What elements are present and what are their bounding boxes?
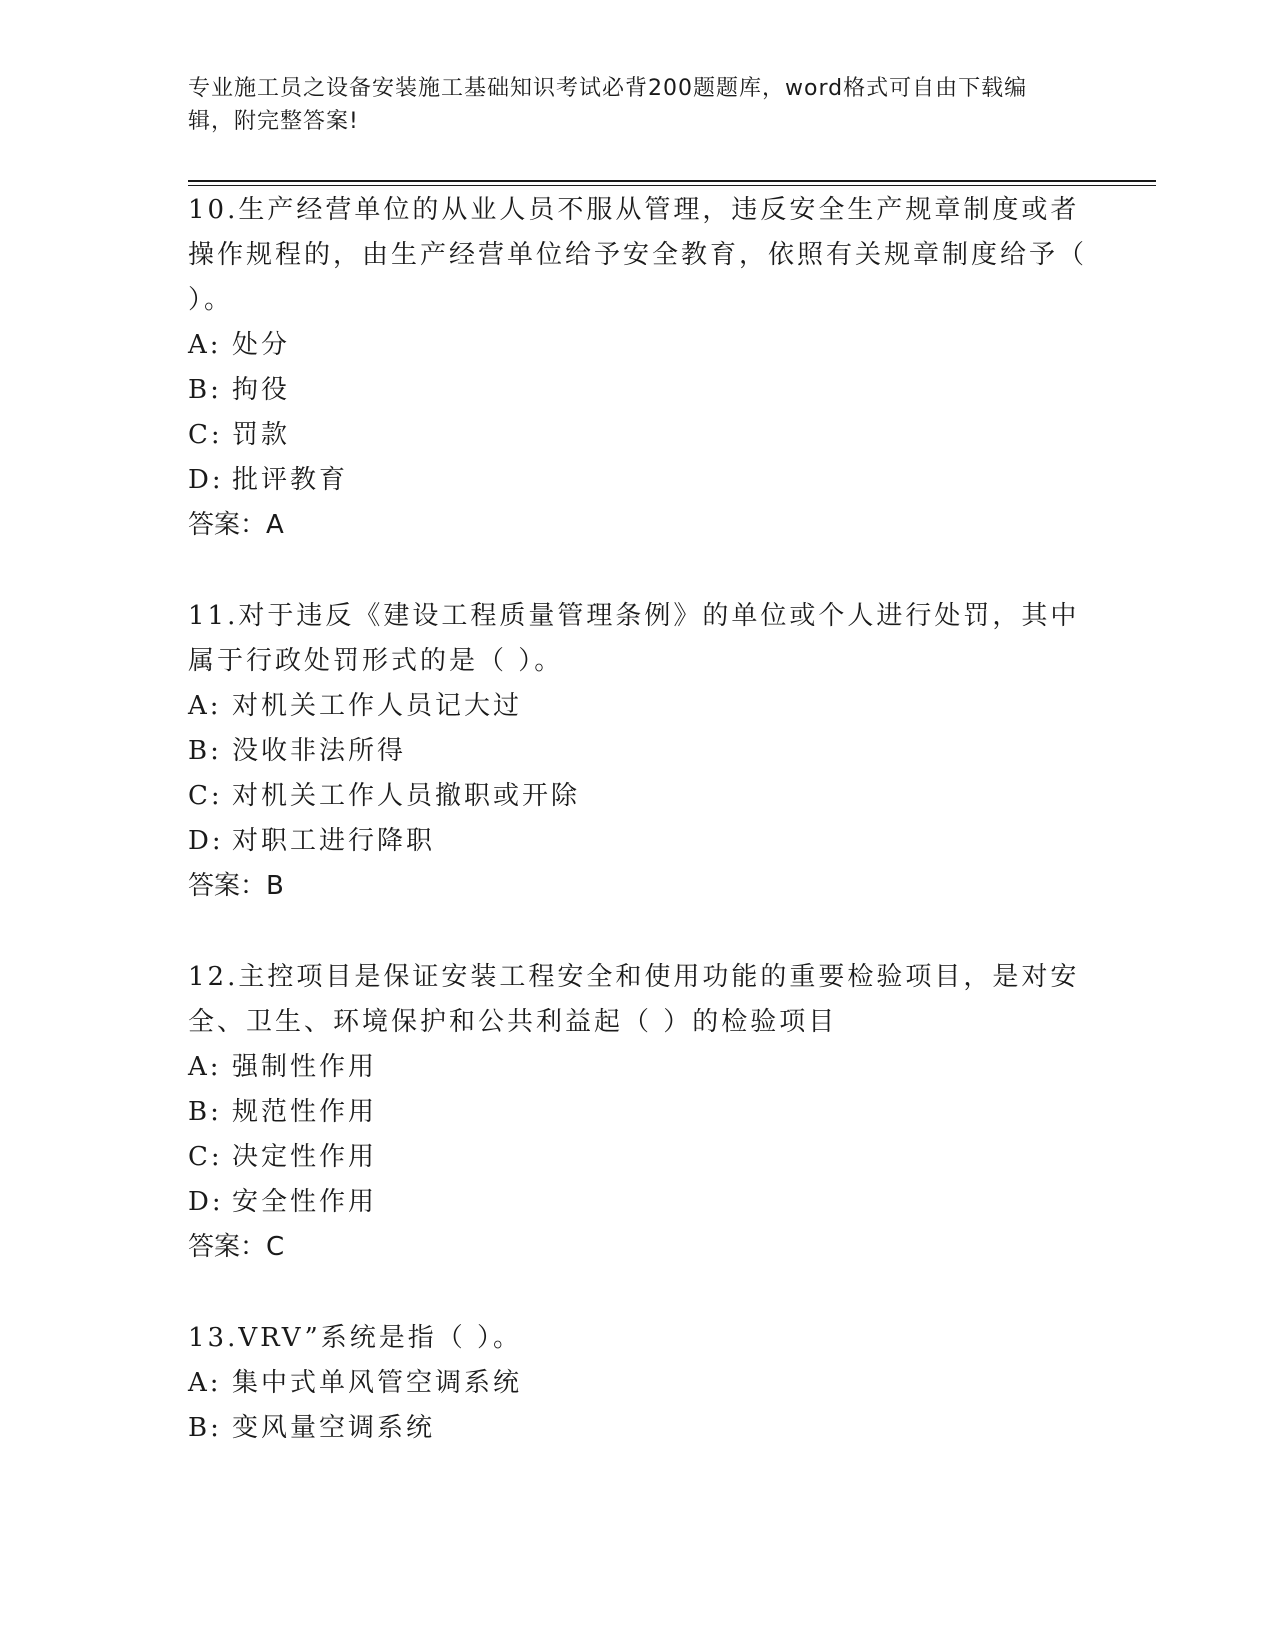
option-text: 处分: [232, 330, 291, 360]
option-text: 决定性作用: [232, 1142, 378, 1172]
option-a: [188, 1361, 1088, 1406]
option-text: 规范性作用: [232, 1097, 378, 1127]
question-11: [188, 594, 1088, 909]
question-stem: 11.对于违反《建设工程质量管理条例》的单位或个人进行处罚，其中属于行政处罚形式的是（ ）。: [188, 601, 1080, 676]
answer-line: 答案：C: [188, 1232, 285, 1262]
option-c: [188, 413, 1088, 458]
option-b: [188, 1090, 1088, 1135]
option-b: [188, 729, 1088, 774]
option-text: 集中式单风管空调系统: [232, 1368, 523, 1398]
option-key: A:: [188, 1368, 222, 1398]
option-c: [188, 1135, 1088, 1180]
option-text: 罚款: [232, 420, 291, 450]
option-a: [188, 1045, 1088, 1090]
option-key: D:: [188, 826, 224, 856]
question-13: [188, 1316, 1088, 1451]
option-text: 强制性作用: [232, 1052, 378, 1082]
option-key: B:: [188, 736, 222, 766]
option-d: [188, 1180, 1088, 1225]
question-stem: 13.VRV”系统是指（ ）。: [188, 1323, 523, 1353]
option-a: [188, 684, 1088, 729]
option-key: D:: [188, 465, 224, 495]
option-key: C:: [188, 420, 223, 450]
option-text: 批评教育: [232, 465, 349, 495]
answer-line: 答案：A: [188, 510, 284, 540]
option-key: D:: [188, 1187, 224, 1217]
option-key: A:: [188, 330, 222, 360]
question-10: [188, 188, 1088, 548]
option-text: 拘役: [232, 375, 291, 405]
option-key: A:: [188, 1052, 222, 1082]
header-rule-thin: [188, 185, 1156, 186]
option-a: [188, 323, 1088, 368]
option-text: 安全性作用: [232, 1187, 378, 1217]
option-b: [188, 1406, 1088, 1451]
option-text: 没收非法所得: [232, 736, 407, 766]
option-key: A:: [188, 691, 222, 721]
option-b: [188, 368, 1088, 413]
option-text: 对职工进行降职: [232, 826, 436, 856]
option-d: [188, 458, 1088, 503]
document-header: 专业施工员之设备安装施工基础知识考试必背200题题库，word格式可自由下载编辑，附完整答案!: [188, 76, 1028, 134]
option-key: B:: [188, 1413, 222, 1443]
question-12: [188, 955, 1088, 1270]
question-stem: 12.主控项目是保证安装工程安全和使用功能的重要检验项目，是对安全、卫生、环境保护和公共利益起（ ）的检验项目: [188, 962, 1080, 1037]
option-d: [188, 819, 1088, 864]
header-rule-thick: [188, 180, 1156, 182]
question-stem: 10.生产经营单位的从业人员不服从管理，违反安全生产规章制度或者操作规程的，由生产经营单位给予安全教育，依照有关规章制度给予（ ）。: [188, 195, 1088, 315]
question-list: [188, 188, 1088, 1497]
option-text: 变风量空调系统: [232, 1413, 436, 1443]
option-text: 对机关工作人员撤职或开除: [232, 781, 581, 811]
option-key: B:: [188, 1097, 222, 1127]
option-c: [188, 774, 1088, 819]
option-key: C:: [188, 1142, 223, 1172]
answer-line: 答案：B: [188, 871, 284, 901]
option-text: 对机关工作人员记大过: [232, 691, 523, 721]
option-key: B:: [188, 375, 222, 405]
option-key: C:: [188, 781, 223, 811]
